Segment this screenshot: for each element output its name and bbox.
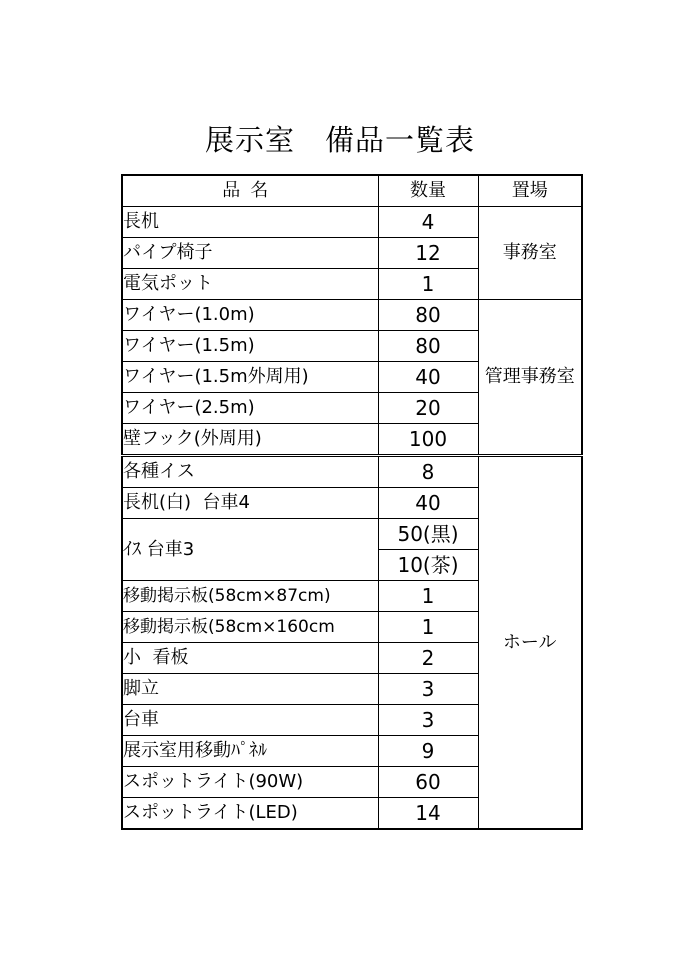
header-name: 品名 xyxy=(122,175,378,207)
item-name: パイプ椅子 xyxy=(122,238,378,269)
table-row xyxy=(122,207,582,238)
item-name: 長机(白) 台車4 xyxy=(122,488,378,519)
item-qty: 40 xyxy=(378,362,478,393)
table-row xyxy=(122,456,582,488)
item-name: スポットライト(LED) xyxy=(122,798,378,830)
item-qty: 80 xyxy=(378,331,478,362)
item-qty: 100 xyxy=(378,424,478,456)
item-name: 展示室用移動ﾊﾟﾈﾙ xyxy=(122,736,378,767)
page-title: 展示室 備品一覧表 xyxy=(204,123,475,157)
item-qty: 3 xyxy=(378,674,478,705)
item-qty: 3 xyxy=(378,705,478,736)
item-name: スポットライト(90W) xyxy=(122,767,378,798)
item-name: ワイヤー(1.5m外周用) xyxy=(122,362,378,393)
item-name: 脚立 xyxy=(122,674,378,705)
location-cell: ホール xyxy=(478,456,582,830)
item-name: 電気ポット xyxy=(122,269,378,300)
item-name: 各種イス xyxy=(122,456,378,488)
item-qty: 50(黒) xyxy=(378,519,478,550)
item-name: 小 看板 xyxy=(122,643,378,674)
item-qty: 12 xyxy=(378,238,478,269)
item-name: ワイヤー(1.5m) xyxy=(122,331,378,362)
header-location: 置場 xyxy=(478,175,582,207)
item-name: ワイヤー(1.0m) xyxy=(122,300,378,331)
item-qty: 8 xyxy=(378,456,478,488)
header-qty: 数量 xyxy=(378,175,478,207)
item-qty: 1 xyxy=(378,612,478,643)
location-cell: 事務室 xyxy=(478,207,582,300)
item-qty: 60 xyxy=(378,767,478,798)
item-name: ワイヤー(2.5m) xyxy=(122,393,378,424)
item-name: 移動掲示板(58cm×160cm xyxy=(122,612,378,643)
location-cell: 管理事務室 xyxy=(478,300,582,456)
table-row xyxy=(122,300,582,331)
item-name: 移動掲示板(58cm×87cm) xyxy=(122,581,378,612)
item-qty: 9 xyxy=(378,736,478,767)
inventory-table xyxy=(121,174,583,830)
item-qty: 20 xyxy=(378,393,478,424)
item-qty: 14 xyxy=(378,798,478,830)
item-qty: 1 xyxy=(378,581,478,612)
item-qty: 4 xyxy=(378,207,478,238)
item-name: 長机 xyxy=(122,207,378,238)
item-qty: 10(茶) xyxy=(378,550,478,581)
item-qty: 1 xyxy=(378,269,478,300)
item-qty: 80 xyxy=(378,300,478,331)
item-qty: 40 xyxy=(378,488,478,519)
item-name: ｲｽ 台車3 xyxy=(122,519,378,581)
item-name: 台車 xyxy=(122,705,378,736)
header-row xyxy=(122,175,582,207)
item-name: 壁フック(外周用) xyxy=(122,424,378,456)
item-qty: 2 xyxy=(378,643,478,674)
